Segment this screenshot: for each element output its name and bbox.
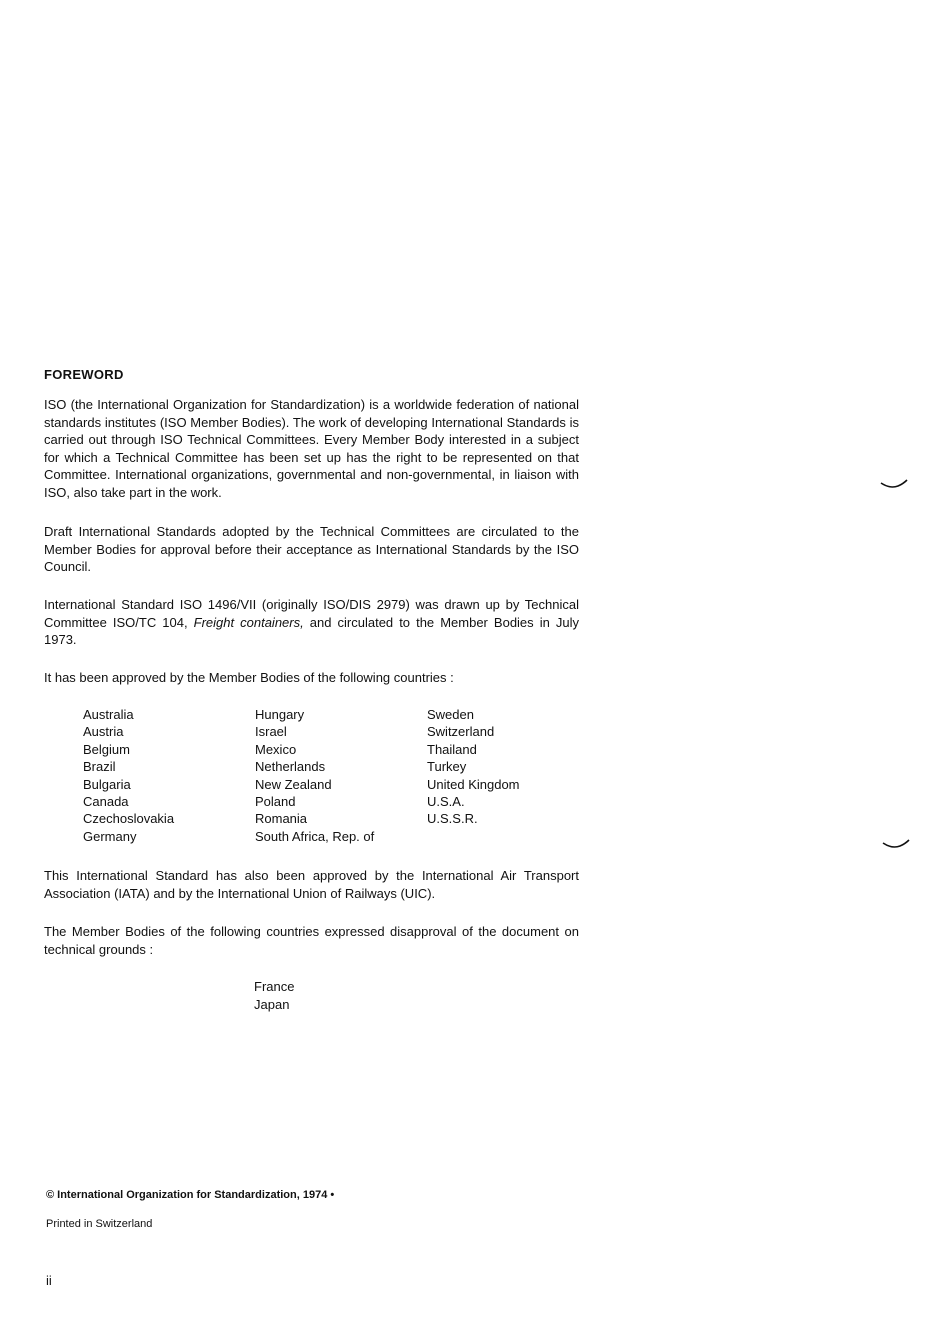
country-item: U.S.A.: [427, 794, 465, 810]
country-item: Romania: [255, 811, 308, 827]
country-item: Poland: [255, 794, 296, 810]
copyright-notice: © International Organization for Standardization, 1974 •: [46, 1189, 335, 1201]
disapproving-countries-list: [254, 978, 294, 1013]
country-item: Hungary: [255, 707, 305, 722]
country-item: Sweden: [427, 707, 474, 722]
country-column-2: [255, 706, 374, 845]
punch-mark-icon: [880, 478, 908, 490]
country-item: Czechoslovakia: [83, 811, 175, 827]
country-item: South Africa, Rep. of: [255, 828, 375, 844]
approval-intro-paragraph: It has been approved by the Member Bodies of the following countries :: [44, 670, 454, 685]
intro-paragraph: ISO (the International Organization for Standardization) is a worldwide federation of national standards institutes (ISO Member Bodies). The work of developing International Standards is carried out through ISO Technical Committees. Every Member Body interested in a subject for which a Technical Committee has been set up has the right to be represented on that Committee. International organizations, governmental and non-governmental, in liaison with ISO, also take part in the work.: [44, 397, 579, 500]
country-item: Israel: [255, 724, 287, 740]
draft-standards-paragraph: Draft International Standards adopted by the Technical Committees are circulated to the Member Bodies for approval before their acceptance as International Standards by the ISO Council.: [44, 524, 579, 575]
country-item: Netherlands: [255, 759, 326, 775]
committee-title: Freight containers,: [193, 614, 304, 630]
country-item: France: [254, 979, 295, 994]
printed-notice: Printed in Switzerland: [46, 1218, 153, 1230]
country-item: United Kingdom: [427, 776, 520, 792]
country-item: Switzerland: [427, 724, 495, 740]
country-item: Belgium: [83, 741, 130, 757]
country-item: Turkey: [427, 759, 467, 775]
country-item: Mexico: [255, 741, 297, 757]
disapproval-paragraph: The Member Bodies of the following countries expressed disapproval of the document on technical grounds :: [44, 924, 579, 957]
country-column-3: [427, 706, 520, 828]
standard-origin-paragraph: [44, 596, 579, 649]
country-item: U.S.S.R.: [427, 811, 478, 827]
country-item: New Zealand: [255, 776, 332, 792]
standard-origin-text-end: and circulated to the Member Bodies in July 1973.: [44, 614, 579, 648]
country-item: Japan: [254, 996, 290, 1012]
country-item: Canada: [83, 794, 129, 810]
country-item: Germany: [83, 828, 137, 844]
punch-mark-icon: [882, 838, 910, 850]
standard-origin-text-start: International Standard ISO 1496/VII (originally ISO/DIS 2979) was drawn up by Technical Committee ISO/TC 104,: [44, 597, 579, 630]
country-column-1: [83, 706, 174, 845]
country-item: Bulgaria: [83, 776, 131, 792]
country-item: Thailand: [427, 741, 477, 757]
page-number: ii: [46, 1273, 52, 1288]
country-item: Austria: [83, 724, 124, 740]
country-item: Brazil: [83, 759, 116, 775]
country-item: Australia: [83, 707, 134, 722]
foreword-heading: FOREWORD: [44, 367, 124, 382]
iata-uic-paragraph: This International Standard has also been approved by the International Air Transport Association (IATA) and by the International Union of Railways (UIC).: [44, 868, 579, 901]
